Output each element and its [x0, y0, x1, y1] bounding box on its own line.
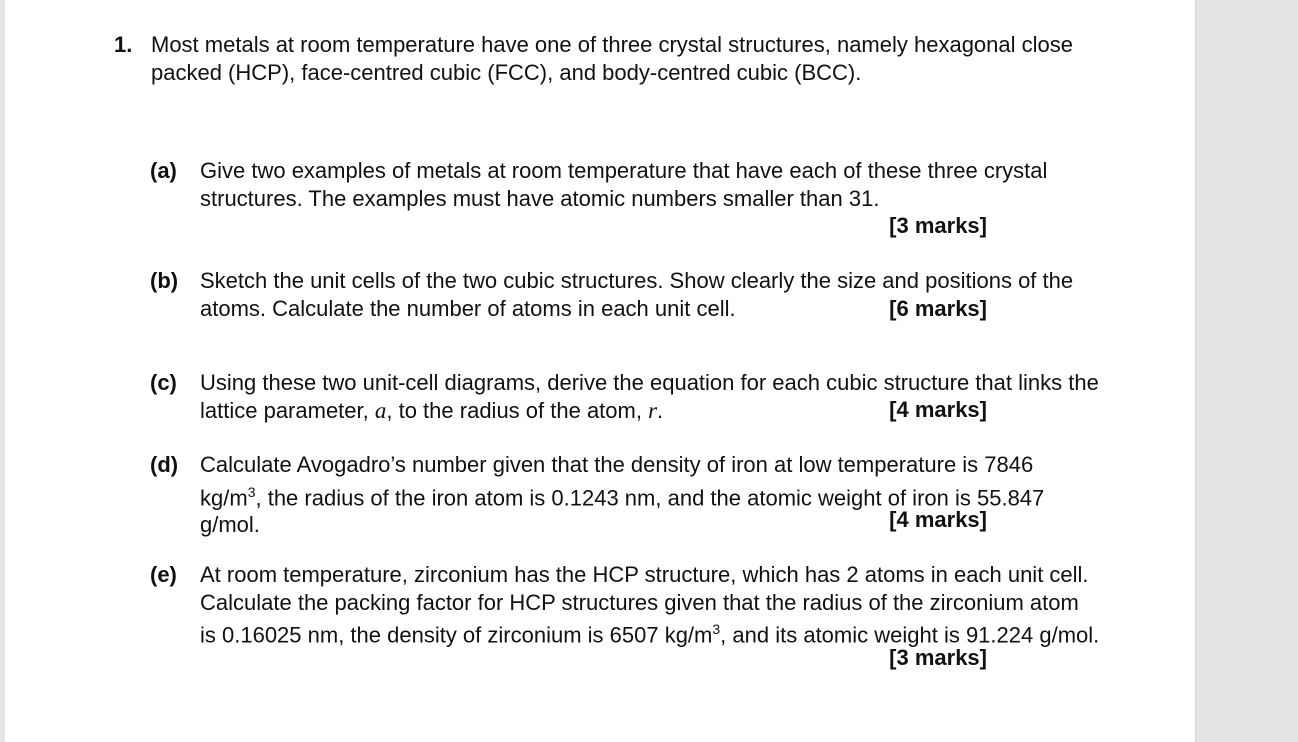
part-c-text-before: Using these two unit-cell diagrams, derive the equation for each cubic structure that links the lattice parameter, [200, 370, 1099, 423]
part-d-superscript: 3 [247, 483, 256, 500]
part-c-label: (c) [150, 370, 177, 395]
part-e-superscript: 3 [712, 621, 721, 637]
document-page [5, 0, 1195, 742]
question-number: 1. [114, 32, 133, 57]
part-b-label: (b) [150, 268, 179, 293]
part-e-text-before: At room temperature, zirconium has the HCP structure, which has 2 atoms in each unit cell. Calculate the packing factor for HCP structures given that the radius of the zirconium atom is 0.16025 nm, the density of zirconium is 6507 kg/m [200, 562, 1089, 648]
part-d-label: (d) [150, 452, 179, 477]
lattice-parameter-symbol: a [374, 397, 387, 423]
viewer-gutter [1195, 0, 1298, 742]
part-a-label: (a) [150, 158, 177, 183]
part-c-text-end: . [657, 397, 664, 423]
part-d-text-before: Calculate Avogadro’s number given that the density of iron at low temperature is 7846 kg/m [200, 452, 1034, 510]
part-a-text: Give two examples of metals at room temperature that have each of these three crystal structures. The examples must have atomic numbers smaller than 31. [200, 158, 1048, 211]
part-e-marks: [3 marks] [889, 645, 987, 670]
part-b-text: Sketch the unit cells of the two cubic structures. Show clearly the size and positions of the atoms. Calculate the number of atoms in each unit cell. [200, 268, 1074, 321]
part-c-text-between: , to the radius of the atom, [386, 397, 649, 423]
part-d-text-after: , the radius of the iron atom is 0.1243 nm, and the atomic weight of iron is 55.847 g/mol. [200, 484, 1045, 538]
radius-symbol: r [648, 397, 658, 423]
part-e-text [200, 561, 1100, 649]
question-intro: Most metals at room temperature have one of three crystal structures, namely hexagonal close packed (HCP), face-centred cubic (FCC), and body-centred cubic (BCC). [151, 32, 1073, 85]
part-d-marks: [4 marks] [889, 507, 987, 532]
part-e-label: (e) [150, 562, 177, 587]
part-c-marks: [4 marks] [889, 397, 987, 422]
part-b-marks: [6 marks] [889, 296, 987, 321]
part-a-marks: [3 marks] [889, 213, 987, 238]
part-e-text-after: , and its atomic weight is 91.224 g/mol. [720, 622, 1100, 648]
